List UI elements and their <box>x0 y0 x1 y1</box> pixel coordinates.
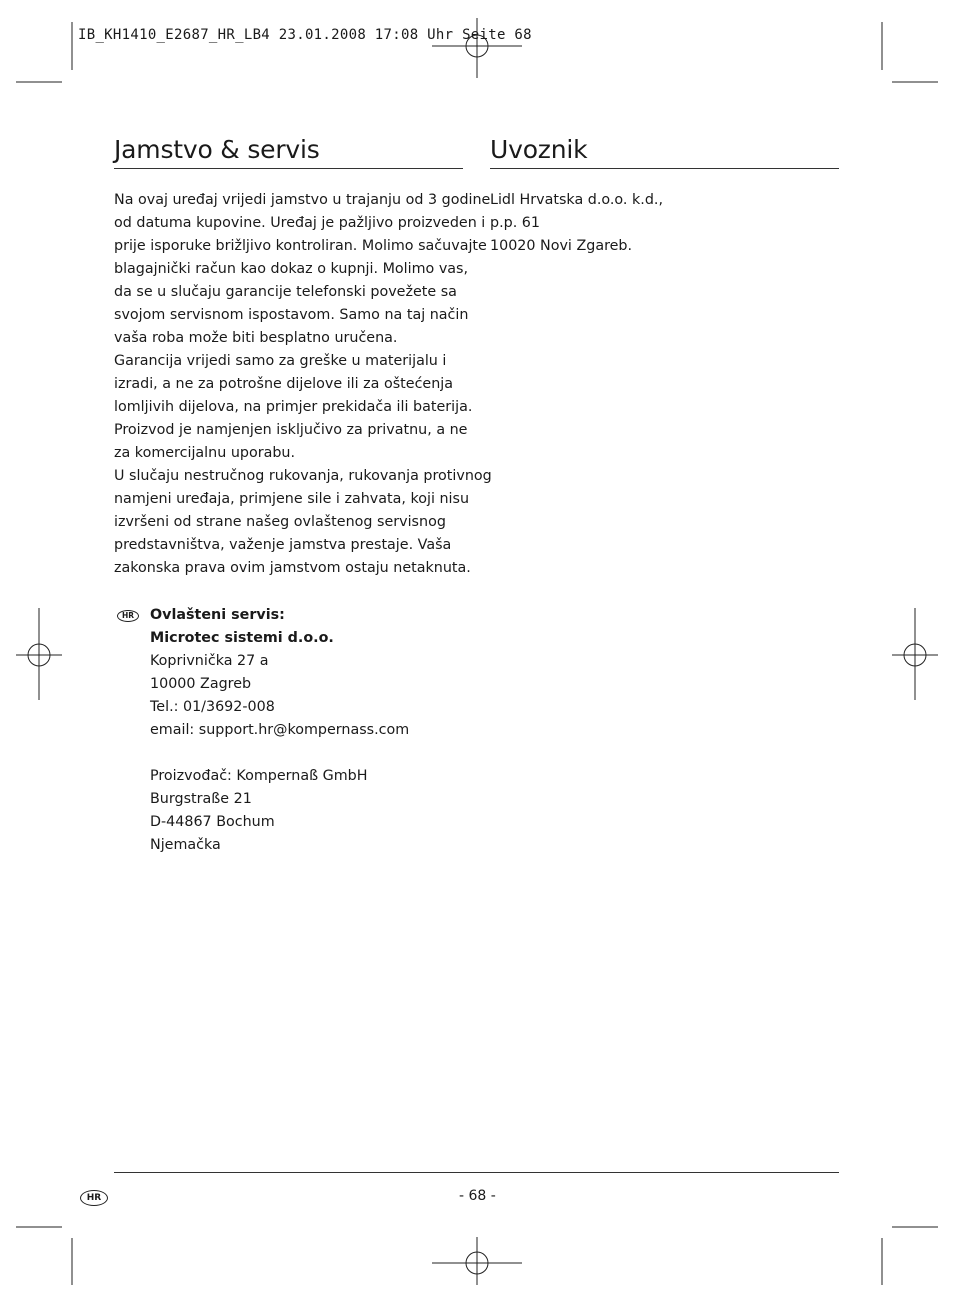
text-line: da se u slučaju garancije telefonski povežete sa <box>114 284 457 300</box>
service-phone: Tel.: 01/3692-008 <box>150 699 275 715</box>
text-line: prije isporuke brižljivo kontroliran. Molimo sačuvajte <box>114 238 487 254</box>
text-line: lomljivih dijelova, na primjer prekidača ili baterija. <box>114 399 473 415</box>
paragraph <box>114 189 492 350</box>
service-address-line: 10000 Zagreb <box>150 676 252 692</box>
text-line: U slučaju nestručnog rukovanja, rukovanja protivnog <box>114 468 492 484</box>
spacer <box>150 742 409 765</box>
text-line: Proizvod je namjenjen isključivo za privatnu, a ne <box>114 422 468 438</box>
service-address-line: Koprivnička 27 a <box>150 653 269 669</box>
hr-footer-badge: HR <box>80 1190 108 1206</box>
manufacturer-line: Njemačka <box>150 837 221 853</box>
text-line: izradi, a ne za potrošne dijelove ili za oštećenja <box>114 376 454 392</box>
importer-line: p.p. 61 <box>490 215 540 231</box>
service-email: email: support.hr@kompernass.com <box>150 722 410 738</box>
paragraph <box>114 350 492 465</box>
paragraph <box>114 465 492 580</box>
text-line: vaša roba može biti besplatno uručena. <box>114 330 398 346</box>
hr-country-badge: HR <box>117 610 139 622</box>
footer-rule <box>114 1172 839 1173</box>
text-line: Na ovaj uređaj vrijedi jamstvo u trajanju od 3 godine <box>114 192 491 208</box>
text-line: Garancija vrijedi samo za greške u materijalu i <box>114 353 447 369</box>
page-number: - 68 - <box>459 1188 496 1204</box>
text-line: izvršeni od strane našeg ovlaštenog servisnog <box>114 514 446 530</box>
service-company: Microtec sistemi d.o.o. <box>150 630 334 646</box>
importer-address <box>490 189 663 258</box>
text-line: svojom servisnom ispostavom. Samo na taj način <box>114 307 469 323</box>
service-block <box>150 604 409 857</box>
text-line: predstavništva, važenje jamstva prestaje. Vaša <box>114 537 452 553</box>
manufacturer-line: Proizvođač: Kompernaß GmbH <box>150 768 368 784</box>
text-line: zakonska prava ovim jamstvom ostaju netaknuta. <box>114 560 471 576</box>
text-line: namjeni uređaja, primjene sile i zahvata, koji nisu <box>114 491 469 507</box>
warranty-text <box>114 189 492 580</box>
text-line: za komercijalnu uporabu. <box>114 445 296 461</box>
manufacturer-line: D-44867 Bochum <box>150 814 275 830</box>
section-title-warranty: Jamstvo & servis <box>114 135 320 164</box>
title-underline <box>114 168 463 169</box>
section-title-importer: Uvoznik <box>490 135 588 164</box>
service-label: Ovlašteni servis: <box>150 607 285 623</box>
importer-line: 10020 Novi Zgareb. <box>490 238 633 254</box>
importer-line: Lidl Hrvatska d.o.o. k.d., <box>490 192 664 208</box>
text-line: blagajnički račun kao dokaz o kupnji. Molimo vas, <box>114 261 469 277</box>
manufacturer-line: Burgstraße 21 <box>150 791 252 807</box>
title-underline <box>490 168 839 169</box>
print-header: IB_KH1410_E2687_HR_LB4 23.01.2008 17:08 Uhr Seite 68 <box>78 27 532 43</box>
text-line: od datuma kupovine. Uređaj je pažljivo proizveden i <box>114 215 486 231</box>
